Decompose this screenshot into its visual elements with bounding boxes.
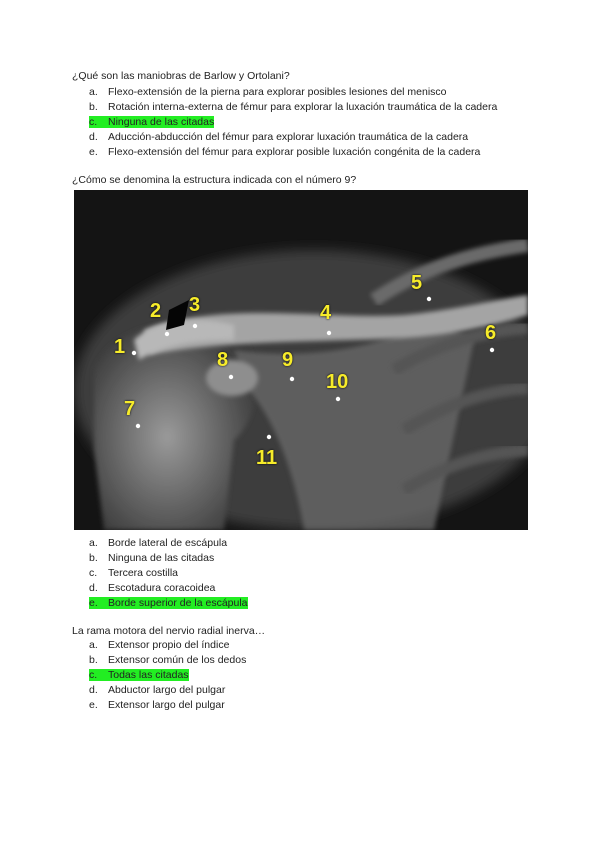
option-2d[interactable]: d. Escotadura coracoidea [89, 582, 216, 594]
marker-dot-8 [229, 375, 233, 379]
marker-dot-7 [136, 424, 140, 428]
option-1d[interactable]: d. Aducción-abducción del fémur para explorar luxación traumática de la cadera [89, 131, 469, 143]
option-1b[interactable]: b. Rotación interna-externa de fémur para explorar la luxación traumática de la cadera [89, 101, 498, 113]
xray-label-6: 6 [485, 322, 497, 344]
marker-dot-11 [267, 435, 271, 439]
xray-label-1: 1 [114, 336, 126, 358]
option-2e[interactable]: e. Borde superior de la escápula [89, 597, 248, 609]
option-3a[interactable]: a. Extensor propio del índice [89, 639, 230, 651]
question-1-options [89, 85, 497, 160]
marker-dot-10 [336, 397, 340, 401]
xray-label-4: 4 [320, 302, 332, 324]
option-2c[interactable]: c. Tercera costilla [89, 567, 179, 579]
xray-label-9: 9 [282, 349, 294, 371]
marker-dot-9 [290, 377, 294, 381]
marker-dot-2 [165, 332, 169, 336]
option-1c[interactable]: c. Ninguna de las citadas [89, 116, 215, 128]
xray-label-8: 8 [217, 349, 229, 371]
marker-dot-1 [132, 351, 136, 355]
question-3-options [89, 638, 246, 713]
xray-drawing [74, 190, 528, 530]
question-1-text: ¿Qué son las maniobras de Barlow y Ortolani? [72, 70, 290, 82]
xray-label-3: 3 [189, 294, 201, 316]
xray-label-10: 10 [326, 371, 349, 393]
option-2a[interactable]: a. Borde lateral de escápula [89, 537, 228, 549]
question-3-text: La rama motora del nervio radial inerva… [72, 625, 266, 637]
marker-dot-4 [327, 331, 331, 335]
option-2b[interactable]: b. Ninguna de las citadas [89, 552, 215, 564]
question-2-text: ¿Cómo se denomina la estructura indicada con el número 9? [72, 174, 357, 186]
xray-label-2: 2 [150, 300, 162, 322]
option-3d[interactable]: d. Abductor largo del pulgar [89, 684, 226, 696]
option-3b[interactable]: b. Extensor común de los dedos [89, 654, 247, 666]
xray-label-11: 11 [256, 447, 278, 469]
marker-dot-6 [490, 348, 494, 352]
xray-label-7: 7 [124, 398, 136, 420]
marker-dot-5 [427, 297, 431, 301]
marker-dot-3 [193, 324, 197, 328]
xray-label-5: 5 [411, 272, 423, 294]
option-1a[interactable]: a. Flexo-extensión de la pierna para explorar posibles lesiones del menisco [89, 86, 447, 98]
option-3e[interactable]: e. Extensor largo del pulgar [89, 699, 225, 711]
option-1e[interactable]: e. Flexo-extensión del fémur para explorar posible luxación congénita de la cadera [89, 146, 481, 158]
option-3c[interactable]: c. Todas las citadas [89, 669, 189, 681]
shoulder-xray-image [74, 190, 528, 530]
question-2-options [89, 536, 248, 611]
